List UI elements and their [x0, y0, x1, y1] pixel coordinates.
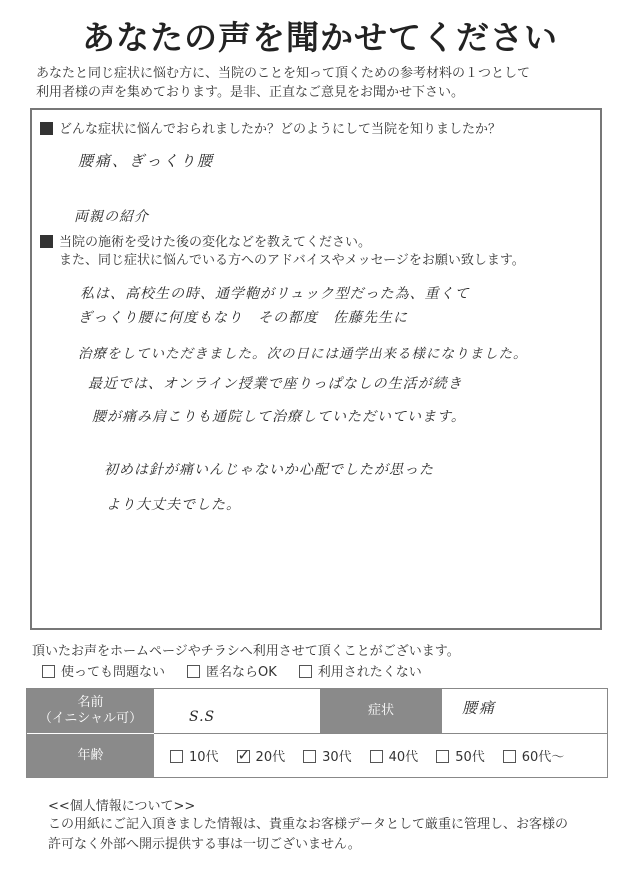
checkbox[interactable] [299, 665, 312, 678]
question-box [30, 108, 602, 630]
checkbox-checked[interactable] [237, 750, 250, 763]
consent-option-decline[interactable]: 利用されたくない [299, 661, 422, 680]
age-option-20s[interactable]: ✓ 20代 [237, 746, 286, 765]
answer-2-line-7[interactable]: より大丈夫でした。 [106, 497, 241, 513]
square-bullet-icon [40, 235, 53, 248]
consent-option-ok[interactable]: 使っても問題ない [42, 661, 165, 680]
privacy-line-2: 許可なく外部へ開示提供する事は一切ございません。 [48, 837, 361, 852]
age-option-10s[interactable]: 10代 [170, 746, 219, 765]
name-field[interactable] [154, 689, 320, 734]
age-option-60s[interactable]: 60代〜 [503, 746, 565, 765]
answer-2-line-1[interactable]: 私は、高校生の時、通学鞄がリュック型だった為、重くて [80, 286, 470, 302]
name-label: 名前 （イニシャル可） [27, 689, 154, 734]
symptom-value: 腰痛 [462, 699, 497, 717]
age-options [170, 746, 564, 765]
consent-option-anonymous[interactable]: 匿名ならOK [187, 661, 277, 680]
question-1 [40, 121, 501, 139]
checkbox[interactable] [42, 665, 55, 678]
answer-2-line-4[interactable]: 最近では、オンライン授業で座りっぱなしの生活が続き [88, 376, 463, 392]
answer-2-line-6[interactable]: 初めは針が痛いんじゃないか心配でしたが思った [104, 462, 434, 478]
checkbox[interactable] [370, 750, 383, 763]
age-option-30s[interactable]: 30代 [303, 746, 352, 765]
answer-2-line-2[interactable]: ぎっくり腰に何度もなり その都度 佐藤先生に [78, 310, 408, 326]
privacy-title: <<個人情報について>> [48, 799, 196, 814]
answer-2-line-5[interactable]: 腰が痛み肩こりも通院して治療していただいています。 [92, 409, 466, 425]
answer-2-line-3[interactable]: 治療をしていただきました。次の日には通学出来る様になりました。 [78, 346, 528, 362]
consent-title: 頂いたお声をホームページやチラシへ利用させて頂くことがございます。 [32, 644, 460, 659]
checkbox[interactable] [303, 750, 316, 763]
answer-1-line-1[interactable]: 腰痛、ぎっくり腰 [78, 152, 215, 170]
checkbox[interactable] [503, 750, 516, 763]
checkbox[interactable] [187, 665, 200, 678]
question-1-text: どんな症状に悩んでおられましたか？どのようにして当院を知りましたか？ [59, 122, 502, 137]
checkbox[interactable] [436, 750, 449, 763]
question-2 [40, 234, 371, 252]
age-label: 年齢 [27, 734, 154, 777]
privacy-line-1: この用紙にご記入頂きました情報は、貴重なお客様データとして厳重に管理し、お客様の [48, 817, 569, 832]
intro-line-1: あなたと同じ症状に悩む方に、当院のことを知って頂くための参考材料の１つとして [36, 66, 531, 81]
page-title: あなたの声を聞かせてください [82, 18, 558, 57]
symptom-field[interactable] [442, 689, 607, 734]
checkbox[interactable] [170, 750, 183, 763]
question-2-line-2: また、同じ症状に悩んでいる方へのアドバイスやメッセージをお願い致します。 [59, 253, 525, 268]
answer-1-line-2[interactable]: 両親の紹介 [74, 209, 149, 225]
symptom-label: 症状 [320, 689, 442, 734]
name-value: S.S [189, 709, 216, 725]
intro-line-2: 利用者様の声を集めております。是非、正直なご意見をお聞かせ下さい。 [36, 85, 464, 100]
age-option-50s[interactable]: 50代 [436, 746, 485, 765]
square-bullet-icon [40, 122, 53, 135]
age-option-40s[interactable]: 40代 [370, 746, 419, 765]
consent-options [42, 661, 422, 680]
question-2-line-1: 当院の施術を受けた後の変化などを教えてください。 [59, 235, 372, 250]
intro-text [36, 64, 616, 102]
privacy-text [48, 815, 568, 855]
